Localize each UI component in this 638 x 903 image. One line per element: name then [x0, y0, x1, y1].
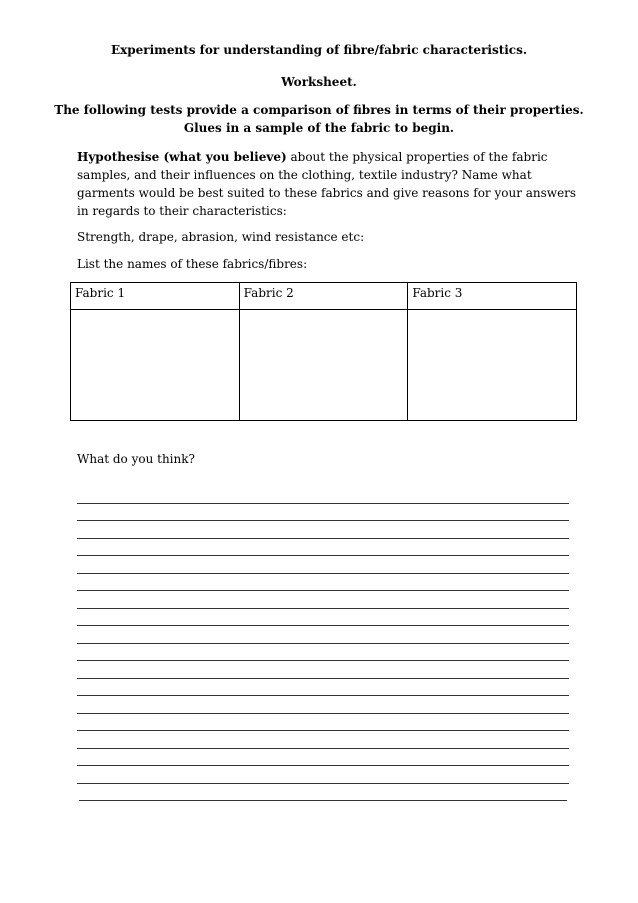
answer-line[interactable]: [77, 679, 569, 697]
fabric-sample-cell-2[interactable]: [239, 310, 408, 421]
answer-line[interactable]: [77, 486, 569, 504]
intro-text: [40, 101, 598, 137]
fabric-sample-cell-3[interactable]: [408, 310, 577, 421]
fabric-table-header-row: [71, 283, 577, 310]
answer-line[interactable]: [77, 714, 569, 732]
fabric-table-sample-row: [71, 310, 577, 421]
hypothesis-paragraph: [77, 148, 577, 220]
answer-line[interactable]: [77, 661, 569, 679]
answer-line[interactable]: [77, 591, 569, 609]
fabric-table: [70, 282, 577, 421]
hypothesis-label: Hypothesise (what you believe): [77, 150, 287, 164]
fabric-header-3: Fabric 3: [408, 283, 577, 310]
answer-line[interactable]: [77, 749, 569, 767]
fabric-header-1: Fabric 1: [71, 283, 240, 310]
document-title: Experiments for understanding of fibre/fabric characteristics.: [110, 43, 528, 57]
intro-line-1: The following tests provide a comparison of fibres in terms of their properties.: [54, 103, 584, 117]
answer-line[interactable]: [77, 696, 569, 714]
answer-line[interactable]: [77, 521, 569, 539]
answer-line[interactable]: [77, 609, 569, 627]
document-subtitle: Worksheet.: [281, 75, 357, 89]
answer-line[interactable]: [77, 574, 569, 592]
list-prompt: List the names of these fabrics/fibres:: [77, 257, 308, 271]
fabric-header-2: Fabric 2: [239, 283, 408, 310]
answer-line[interactable]: [77, 731, 569, 749]
answer-line[interactable]: [77, 556, 569, 574]
hypothesis-text: about the physical properties of the fabric samples, and their influences on the clothing, textile industry? Name what garments would be best suited to these fabrics and give reasons for your answers in regards to their characteristics:: [77, 150, 577, 218]
fabric-sample-cell-1[interactable]: [71, 310, 240, 421]
question-prompt: What do you think?: [77, 452, 195, 466]
answer-line[interactable]: [77, 539, 569, 557]
answer-line[interactable]: [77, 504, 569, 522]
answer-line[interactable]: [79, 784, 567, 802]
properties-prompt: Strength, drape, abrasion, wind resistance etc:: [77, 230, 365, 244]
answer-line[interactable]: [77, 626, 569, 644]
answer-line[interactable]: [77, 766, 569, 784]
answer-lines: [77, 486, 569, 801]
intro-line-2: Glues in a sample of the fabric to begin.: [183, 121, 455, 135]
answer-line[interactable]: [77, 644, 569, 662]
